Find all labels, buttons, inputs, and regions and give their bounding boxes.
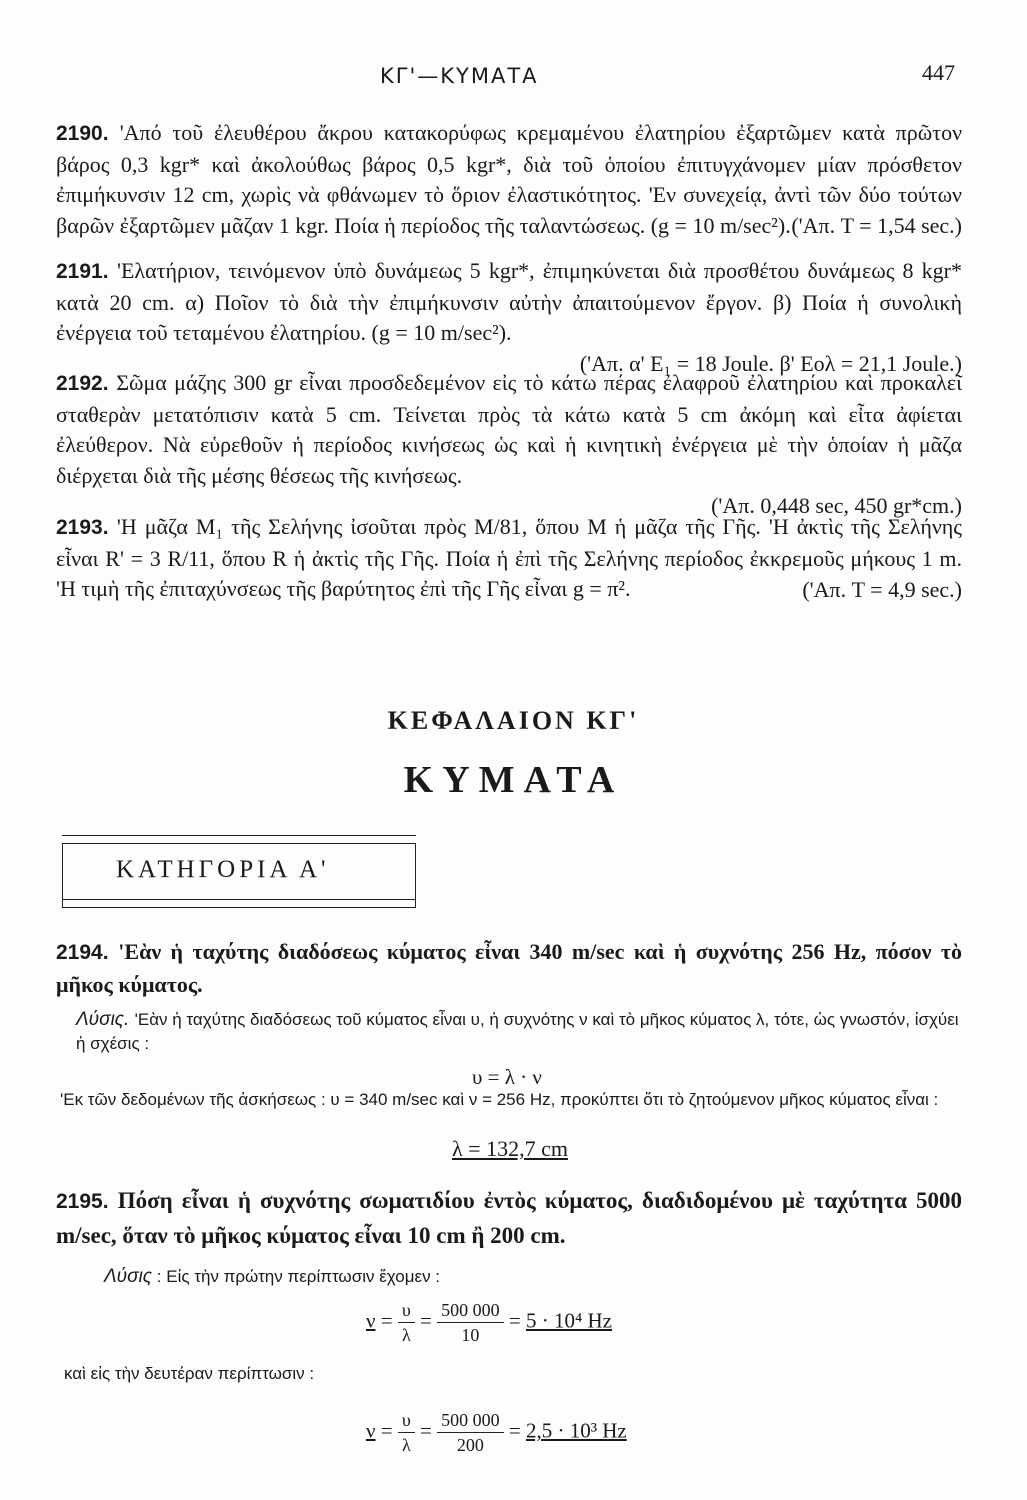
denominator: 10: [461, 1325, 480, 1345]
fraction-values: [437, 1408, 504, 1457]
fraction-values: [437, 1298, 504, 1347]
solution-label: Λύσις: [104, 1266, 153, 1287]
formula-frequency-1: [366, 1298, 612, 1347]
fraction-symbols: [398, 1408, 415, 1457]
problem-number: 2194: [56, 941, 103, 964]
denominator: λ: [401, 1435, 411, 1455]
problem-2193: 2193. 'Η μᾶζα M₁ τῆς Σελήνης ἰσοῦται πρὸς M/81, ὅπου M ἡ μᾶζα τῆς Γῆς. 'Η ἀκτὶς τῆς Σελήνης εἶναι R' = 3 R/11, ὅπου R ἡ ἀκτὶς τῆς Γῆς. Ποία ἡ ἐπὶ τῆς Σελήνης περίοδος ἐκκρεμοῦς μήκους 1 m. 'Η τιμὴ τῆς ἐπιταχύνσεως τῆς βαρύτητος ἐπὶ τῆς Γῆς εἶναι g = π². ('Απ. T = 4,9 sec.): [56, 512, 962, 605]
solution-2194-intro: Λύσις. 'Εὰν ἡ ταχύτης διαδόσεως τοῦ κύματος εἶναι υ, ἡ συχνότης ν καὶ τὸ μῆκος κύματος λ, τότε, ὡς γνωστόν, ἰσχύει ἡ σχέσις :: [76, 1009, 959, 1053]
formula-frequency-2: [366, 1408, 627, 1457]
problem-text: 'Ελατήριον, τεινόμενον ὑπὸ δυνάμεως 5 kgr*, ἐπιμηκύνεται διὰ προσθέτου δυνάμεως 8 kgr* κατὰ 20 cm. α) Ποῖον τὸ διὰ τὴν ἐπιμήκυνσιν αὐτὴν ἀπαιτούμενον ἔργον. β) Ποία ἡ συνολικὴ ἐνέργεια τοῦ τεταμένου ἐλατηρίου. (g = 10 m/sec²).: [56, 258, 963, 345]
problem-text: 'Από τοῦ ἐλευθέρου ἄκρου κατακορύφως κρεμαμένου ἐλατηρίου ἐξαρτῶμεν κατὰ πρῶτον βάρος 0,3 kgr* καὶ ἀκολούθως βάρος 0,5 kgr*, διὰ τοῦ ὁποίου ἐπιτυγχάνομεν μίαν πρόσθετον ἐπιμήκυνσιν 12 cm, χωρὶς νὰ φθάνωμεν τὸ ὅριον ἐλαστικότητος. 'Εν συνεχείᾳ, ἀντὶ τῶν δύο τούτων βαρῶν ἐξαρτῶμεν μᾶζαν 1 kgr. Ποία ἡ περίοδος τῆς ταλαντώσεως. (g = 10 m/sec²).: [56, 120, 963, 238]
formula-eq: =: [380, 1308, 393, 1333]
problem-number: 2191: [56, 260, 103, 283]
problem-2195-question: 2195. Πόση εἶναι ἡ συχνότης σωματιδίου ἐντὸς κύματος, διαδιδομένου μὲ ταχύτητα 5000 m/sec, ὅταν τὸ μῆκος κύματος εἶναι 10 cm ἢ 200 cm.: [56, 1188, 962, 1248]
solution-text: 'Εκ τῶν δεδομένων τῆς ἀσκήσεως : υ = 340 m/sec καὶ ν = 256 Hz, προκύπτει ὅτι τὸ ζητούμενον μῆκος κύματος εἶναι :: [60, 1090, 939, 1109]
problem-number: 2190: [56, 122, 103, 145]
numerator: υ: [398, 1298, 415, 1323]
denominator: λ: [401, 1325, 411, 1345]
problem-text: Πόση εἶναι ἡ συχνότης σωματιδίου ἐντὸς κύματος, διαδιδομένου μὲ ταχύτητα 5000 m/sec, ὅταν τὸ μῆκος κύματος εἶναι 10 cm ἢ 200 cm.: [56, 1188, 962, 1248]
formula-lhs: ν: [366, 1418, 376, 1443]
solution-2195-intro: [104, 1265, 962, 1289]
solution-2195-second: [64, 1362, 962, 1386]
solution-text: : Εἰς τὴν πρώτην περίπτωσιν ἔχομεν :: [156, 1267, 441, 1286]
formula-result: 5 · 10⁴ Hz: [525, 1308, 613, 1333]
running-head: ΚΓ'—ΚΥΜΑΤΑ: [380, 64, 539, 88]
problem-answer: ('Απ. 0,448 sec, 450 gr*cm.): [711, 493, 962, 518]
problem-answer: ('Απ. T = 4,9 sec.): [802, 576, 962, 602]
problem-number: 2192: [56, 372, 103, 395]
problem-number: 2195: [56, 1190, 103, 1213]
chapter-title: ΚΥΜΑΤΑ: [403, 759, 624, 801]
formula-eq: =: [380, 1418, 393, 1443]
solution-label: Λύσις: [76, 1009, 125, 1030]
formula-eq: =: [420, 1418, 432, 1443]
problem-number: 2193: [56, 516, 103, 539]
formula-result: 2,5 · 10³ Hz: [525, 1418, 627, 1443]
category-title: ΚΑΤΗΓΟΡΙΑ Α': [116, 856, 330, 883]
formula-lhs: ν: [366, 1308, 376, 1333]
problem-2190: 2190. 'Από τοῦ ἐλευθέρου ἄκρου κατακορύφως κρεμαμένου ἐλατηρίου ἐξαρτῶμεν κατὰ πρῶτον βάρος 0,3 kgr* καὶ ἀκολούθως βάρος 0,5 kgr*, διὰ τοῦ ὁποίου ἐπιτυγχάνομεν μίαν πρόσθετον ἐπιμήκυνσιν 12 cm, χωρὶς νὰ φθάνωμεν τὸ ὅριον ἐλαστικότητος. 'Εν συνεχείᾳ, ἀντὶ τῶν δύο τούτων βαρῶν ἐξαρτῶμεν μᾶζαν 1 kgr. Ποία ἡ περίοδος τῆς ταλαντώσεως. (g = 10 m/sec²). ('Απ. T = 1,54 sec.): [56, 118, 962, 242]
result-wavelength: λ = 132,7 cm: [452, 1136, 568, 1161]
fraction-symbols: [398, 1298, 415, 1347]
numerator: 500 000: [437, 1298, 504, 1323]
problem-2192: 2192. Σῶμα μάζης 300 gr εἶναι προσδεδεμένον εἰς τὸ κάτω πέρας ἐλαφροῦ ἐλατηρίου καὶ προκαλεῖ σταθερὰν μετατόπισιν κατὰ 5 cm. Τείνεται πρὸς τὰ κάτω κατὰ 5 cm ἀκόμη καὶ εἶτα ἀφίεται ἐλεύθερον. Νὰ εὑρεθοῦν ἡ περίοδος κινήσεως ὡς καὶ ἡ κινητικὴ ἐνέργεια μὲ τὴν ὁποίαν ἡ μᾶζα διέρχεται διὰ τῆς μέσης θέσεως τῆς κινήσεως. ('Απ. 0,448 sec, 450 gr*cm.): [56, 368, 962, 522]
problem-answer: ('Απ. α' E₁ = 18 Joule. β' Eολ = 21,1 Joule.): [579, 350, 962, 376]
problem-2191: 2191. 'Ελατήριον, τεινόμενον ὑπὸ δυνάμεως 5 kgr*, ἐπιμηκύνεται διὰ προσθέτου δυνάμεως 8 kgr* κατὰ 20 cm. α) Ποῖον τὸ διὰ τὴν ἐπιμήκυνσιν αὐτὴν ἀπαιτούμενον ἔργον. β) Ποία ἡ συνολικὴ ἐνέργεια τοῦ τεταμένου ἐλατηρίου. (g = 10 m/sec²). ('Απ. α' E₁ = 18 Joule. β' Eολ = 21,1 Joule.): [56, 256, 962, 379]
problem-text: 'Εὰν ἡ ταχύτης διαδόσεως κύματος εἶναι 340 m/sec καὶ ἡ συχνότης 256 Hz, πόσον τὸ μῆκος κύματος.: [56, 939, 962, 997]
solution-text: 'Εὰν ἡ ταχύτης διαδόσεως τοῦ κύματος εἶναι υ, ἡ συχνότης ν καὶ τὸ μῆκος κύματος λ, τότε, ὡς γνωστόν, ἰσχύει ἡ σχέσις :: [76, 1010, 959, 1053]
solution-2194-data: [60, 1088, 962, 1112]
numerator: υ: [398, 1408, 415, 1433]
page-number: 447: [922, 60, 955, 85]
denominator: 200: [456, 1435, 484, 1455]
problem-answer: ('Απ. T = 1,54 sec.): [791, 213, 962, 238]
numerator: 500 000: [437, 1408, 504, 1433]
problem-text: 'Η μᾶζα M₁ τῆς Σελήνης ἰσοῦται πρὸς M/81, ὅπου M ἡ μᾶζα τῆς Γῆς. 'Η ἀκτὶς τῆς Σελήνης εἶναι R' = 3 R/11, ὅπου R ἡ ἀκτὶς τῆς Γῆς. Ποία ἡ ἐπὶ τῆς Σελήνης περίοδος ἐκκρεμοῦς μήκους 1 m. 'Η τιμὴ τῆς ἐπιταχύνσεως τῆς βαρύτητος ἐπὶ τῆς Γῆς εἶναι g = π².: [56, 514, 963, 601]
formula-eq: =: [508, 1308, 521, 1333]
chapter-label: ΚΕΦΑΛΑΙΟΝ ΚΓ': [387, 706, 640, 735]
formula-eq: =: [508, 1418, 521, 1443]
formula-wave-speed: υ = λ · ν: [472, 1065, 542, 1089]
formula-eq: =: [420, 1308, 432, 1333]
problem-2194-question: 2194. 'Εὰν ἡ ταχύτης διαδόσεως κύματος εἶναι 340 m/sec καὶ ἡ συχνότης 256 Hz, πόσον τὸ μῆκος κύματος.: [56, 939, 962, 997]
solution-text: καὶ εἰς τὴν δευτέραν περίπτωσιν :: [64, 1364, 315, 1383]
problem-text: Σῶμα μάζης 300 gr εἶναι προσδεδεμένον εἰς τὸ κάτω πέρας ἐλαφροῦ ἐλατηρίου καὶ προκαλεῖ σταθερὰν μετατόπισιν κατὰ 5 cm. Τείνεται πρὸς τὰ κάτω κατὰ 5 cm ἀκόμη καὶ εἶτα ἀφίεται ἐλεύθερον. Νὰ εὑρεθοῦν ἡ περίοδος κινήσεως ὡς καὶ ἡ κινητικὴ ἐνέργεια μὲ τὴν ὁποίαν ἡ μᾶζα διέρχεται διὰ τῆς μέσης θέσεως τῆς κινήσεως.: [56, 370, 962, 488]
